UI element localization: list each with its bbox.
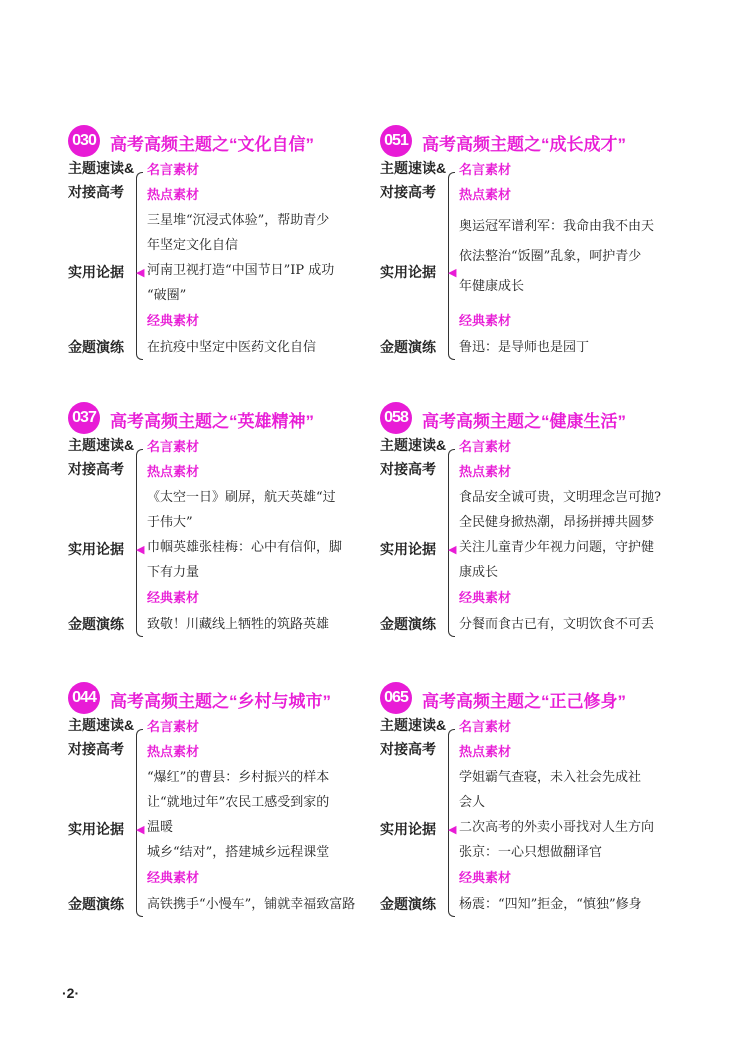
bracket-line: [136, 449, 143, 637]
hot-item-line: 奥运冠军谱利军：我命由我不由天: [459, 219, 655, 234]
side-label-1: 主题速读&: [380, 437, 447, 453]
hot-material-heading: 热点素材: [459, 187, 512, 202]
hot-item-line: 会人: [459, 795, 486, 810]
hot-material-heading: 热点素材: [459, 464, 512, 479]
side-label-2: 对接高考: [380, 461, 436, 477]
side-label-3: 实用论据: [68, 541, 124, 557]
classic-material-heading: 经典素材: [459, 313, 512, 328]
side-label-1: 主题速读&: [68, 160, 135, 176]
classic-item-line: 分餐而食古已有，文明饮食不可丢: [459, 617, 655, 632]
quote-material-heading: 名言素材: [459, 439, 512, 454]
bracket-line: [448, 449, 455, 637]
topic-title: 高考高频主题之“文化自信”: [110, 135, 314, 154]
topic-block: [68, 682, 368, 922]
pointer-arrow-icon: ◀: [136, 267, 145, 279]
classic-material-heading: 经典素材: [459, 870, 512, 885]
quote-material-heading: 名言素材: [459, 162, 512, 177]
side-label-1: 主题速读&: [380, 160, 447, 176]
topic-number-badge: 051: [380, 125, 412, 157]
pointer-arrow-icon: ◀: [448, 267, 457, 279]
hot-item-line: 温暖: [147, 820, 174, 835]
bracket-line: [136, 172, 143, 360]
side-label-2: 对接高考: [380, 184, 436, 200]
hot-item-line: 张京：一心只想做翻译官: [459, 845, 603, 860]
side-label-2: 对接高考: [68, 741, 124, 757]
topic-header: [380, 402, 680, 434]
hot-item-line: 《太空一日》刷屏，航天英雄“过: [147, 490, 336, 505]
topic-title: 高考高频主题之“英雄精神”: [110, 412, 314, 431]
bracket-line: [448, 729, 455, 917]
side-label-1: 主题速读&: [380, 717, 447, 733]
topic-title: 高考高频主题之“成长成才”: [422, 135, 626, 154]
side-label-4: 金题演练: [68, 896, 124, 912]
classic-material-heading: 经典素材: [459, 590, 512, 605]
side-label-3: 实用论据: [68, 264, 124, 280]
quote-material-heading: 名言素材: [459, 719, 512, 734]
pointer-arrow-icon: ◀: [448, 824, 457, 836]
topic-block: [68, 125, 368, 365]
classic-item-line: 杨震：“四知”拒金，“慎独”修身: [459, 897, 642, 912]
hot-item-line: 食品安全诚可贵，文明理念岂可抛?: [459, 490, 661, 505]
hot-item-line: 巾帼英雄张桂梅：心中有信仰，脚: [147, 540, 343, 555]
side-label-2: 对接高考: [380, 741, 436, 757]
quote-material-heading: 名言素材: [147, 439, 200, 454]
topic-block: [380, 125, 680, 365]
side-label-4: 金题演练: [68, 616, 124, 632]
bracket-line: [136, 729, 143, 917]
hot-material-heading: 热点素材: [147, 464, 200, 479]
side-label-2: 对接高考: [68, 184, 124, 200]
hot-item-line: 让“就地过年”农民工感受到家的: [147, 795, 330, 810]
quote-material-heading: 名言素材: [147, 162, 200, 177]
side-label-3: 实用论据: [380, 821, 436, 837]
hot-item-line: 年健康成长: [459, 279, 525, 294]
hot-item-line: 下有力量: [147, 565, 200, 580]
hot-item-line: 年坚定文化自信: [147, 238, 239, 253]
topic-header: [68, 682, 368, 714]
hot-material-heading: 热点素材: [459, 744, 512, 759]
hot-item-line: 康成长: [459, 565, 499, 580]
hot-item-line: 二次高考的外卖小哥找对人生方向: [459, 820, 655, 835]
side-label-4: 金题演练: [380, 339, 436, 355]
side-label-4: 金题演练: [380, 616, 436, 632]
topic-number-badge: 037: [68, 402, 100, 434]
hot-item-line: “爆红”的曹县：乡村振兴的样本: [147, 770, 330, 785]
pointer-arrow-icon: ◀: [136, 824, 145, 836]
classic-item-line: 高铁携手“小慢车”，铺就幸福致富路: [147, 897, 356, 912]
hot-item-line: 城乡“结对”，搭建城乡远程课堂: [147, 845, 330, 860]
classic-material-heading: 经典素材: [147, 313, 200, 328]
topic-header: [380, 682, 680, 714]
topic-number-badge: 044: [68, 682, 100, 714]
hot-item-line: 河南卫视打造“中国节日”IP 成功: [147, 263, 335, 278]
hot-material-heading: 热点素材: [147, 744, 200, 759]
topic-title: 高考高频主题之“正己修身”: [422, 692, 626, 711]
side-label-1: 主题速读&: [68, 717, 135, 733]
hot-item-line: 三星堆“沉浸式体验”，帮助青少: [147, 213, 330, 228]
side-label-3: 实用论据: [68, 821, 124, 837]
side-label-4: 金题演练: [68, 339, 124, 355]
hot-material-heading: 热点素材: [147, 187, 200, 202]
topic-number-badge: 058: [380, 402, 412, 434]
topic-block: [380, 402, 680, 642]
side-label-2: 对接高考: [68, 461, 124, 477]
topic-header: [380, 125, 680, 157]
classic-item-line: 鲁迅：是导师也是园丁: [459, 340, 590, 355]
side-label-1: 主题速读&: [68, 437, 135, 453]
page-number: ·2·: [62, 985, 80, 1001]
topic-number-badge: 030: [68, 125, 100, 157]
topic-title: 高考高频主题之“健康生活”: [422, 412, 626, 431]
topic-title: 高考高频主题之“乡村与城市”: [110, 692, 331, 711]
hot-item-line: 于伟大”: [147, 515, 193, 530]
topic-block: [380, 682, 680, 922]
hot-item-line: 关注儿童青少年视力问题，守护健: [459, 540, 655, 555]
side-label-4: 金题演练: [380, 896, 436, 912]
side-label-3: 实用论据: [380, 264, 436, 280]
pointer-arrow-icon: ◀: [448, 544, 457, 556]
topic-header: [68, 125, 368, 157]
hot-item-line: 依法整治“饭圈”乱象，呵护青少: [459, 249, 642, 264]
pointer-arrow-icon: ◀: [136, 544, 145, 556]
hot-item-line: “破圈”: [147, 288, 187, 303]
topic-block: [68, 402, 368, 642]
hot-item-line: 全民健身掀热潮，昂扬拼搏共圆梦: [459, 515, 655, 530]
side-label-3: 实用论据: [380, 541, 436, 557]
classic-item-line: 在抗疫中坚定中医药文化自信: [147, 340, 317, 355]
classic-item-line: 致敬！川藏线上牺牲的筑路英雄: [147, 617, 330, 632]
topic-header: [68, 402, 368, 434]
quote-material-heading: 名言素材: [147, 719, 200, 734]
bracket-line: [448, 172, 455, 360]
hot-item-line: 学姐霸气查寝，未入社会先成社: [459, 770, 642, 785]
classic-material-heading: 经典素材: [147, 870, 200, 885]
classic-material-heading: 经典素材: [147, 590, 200, 605]
topic-number-badge: 065: [380, 682, 412, 714]
